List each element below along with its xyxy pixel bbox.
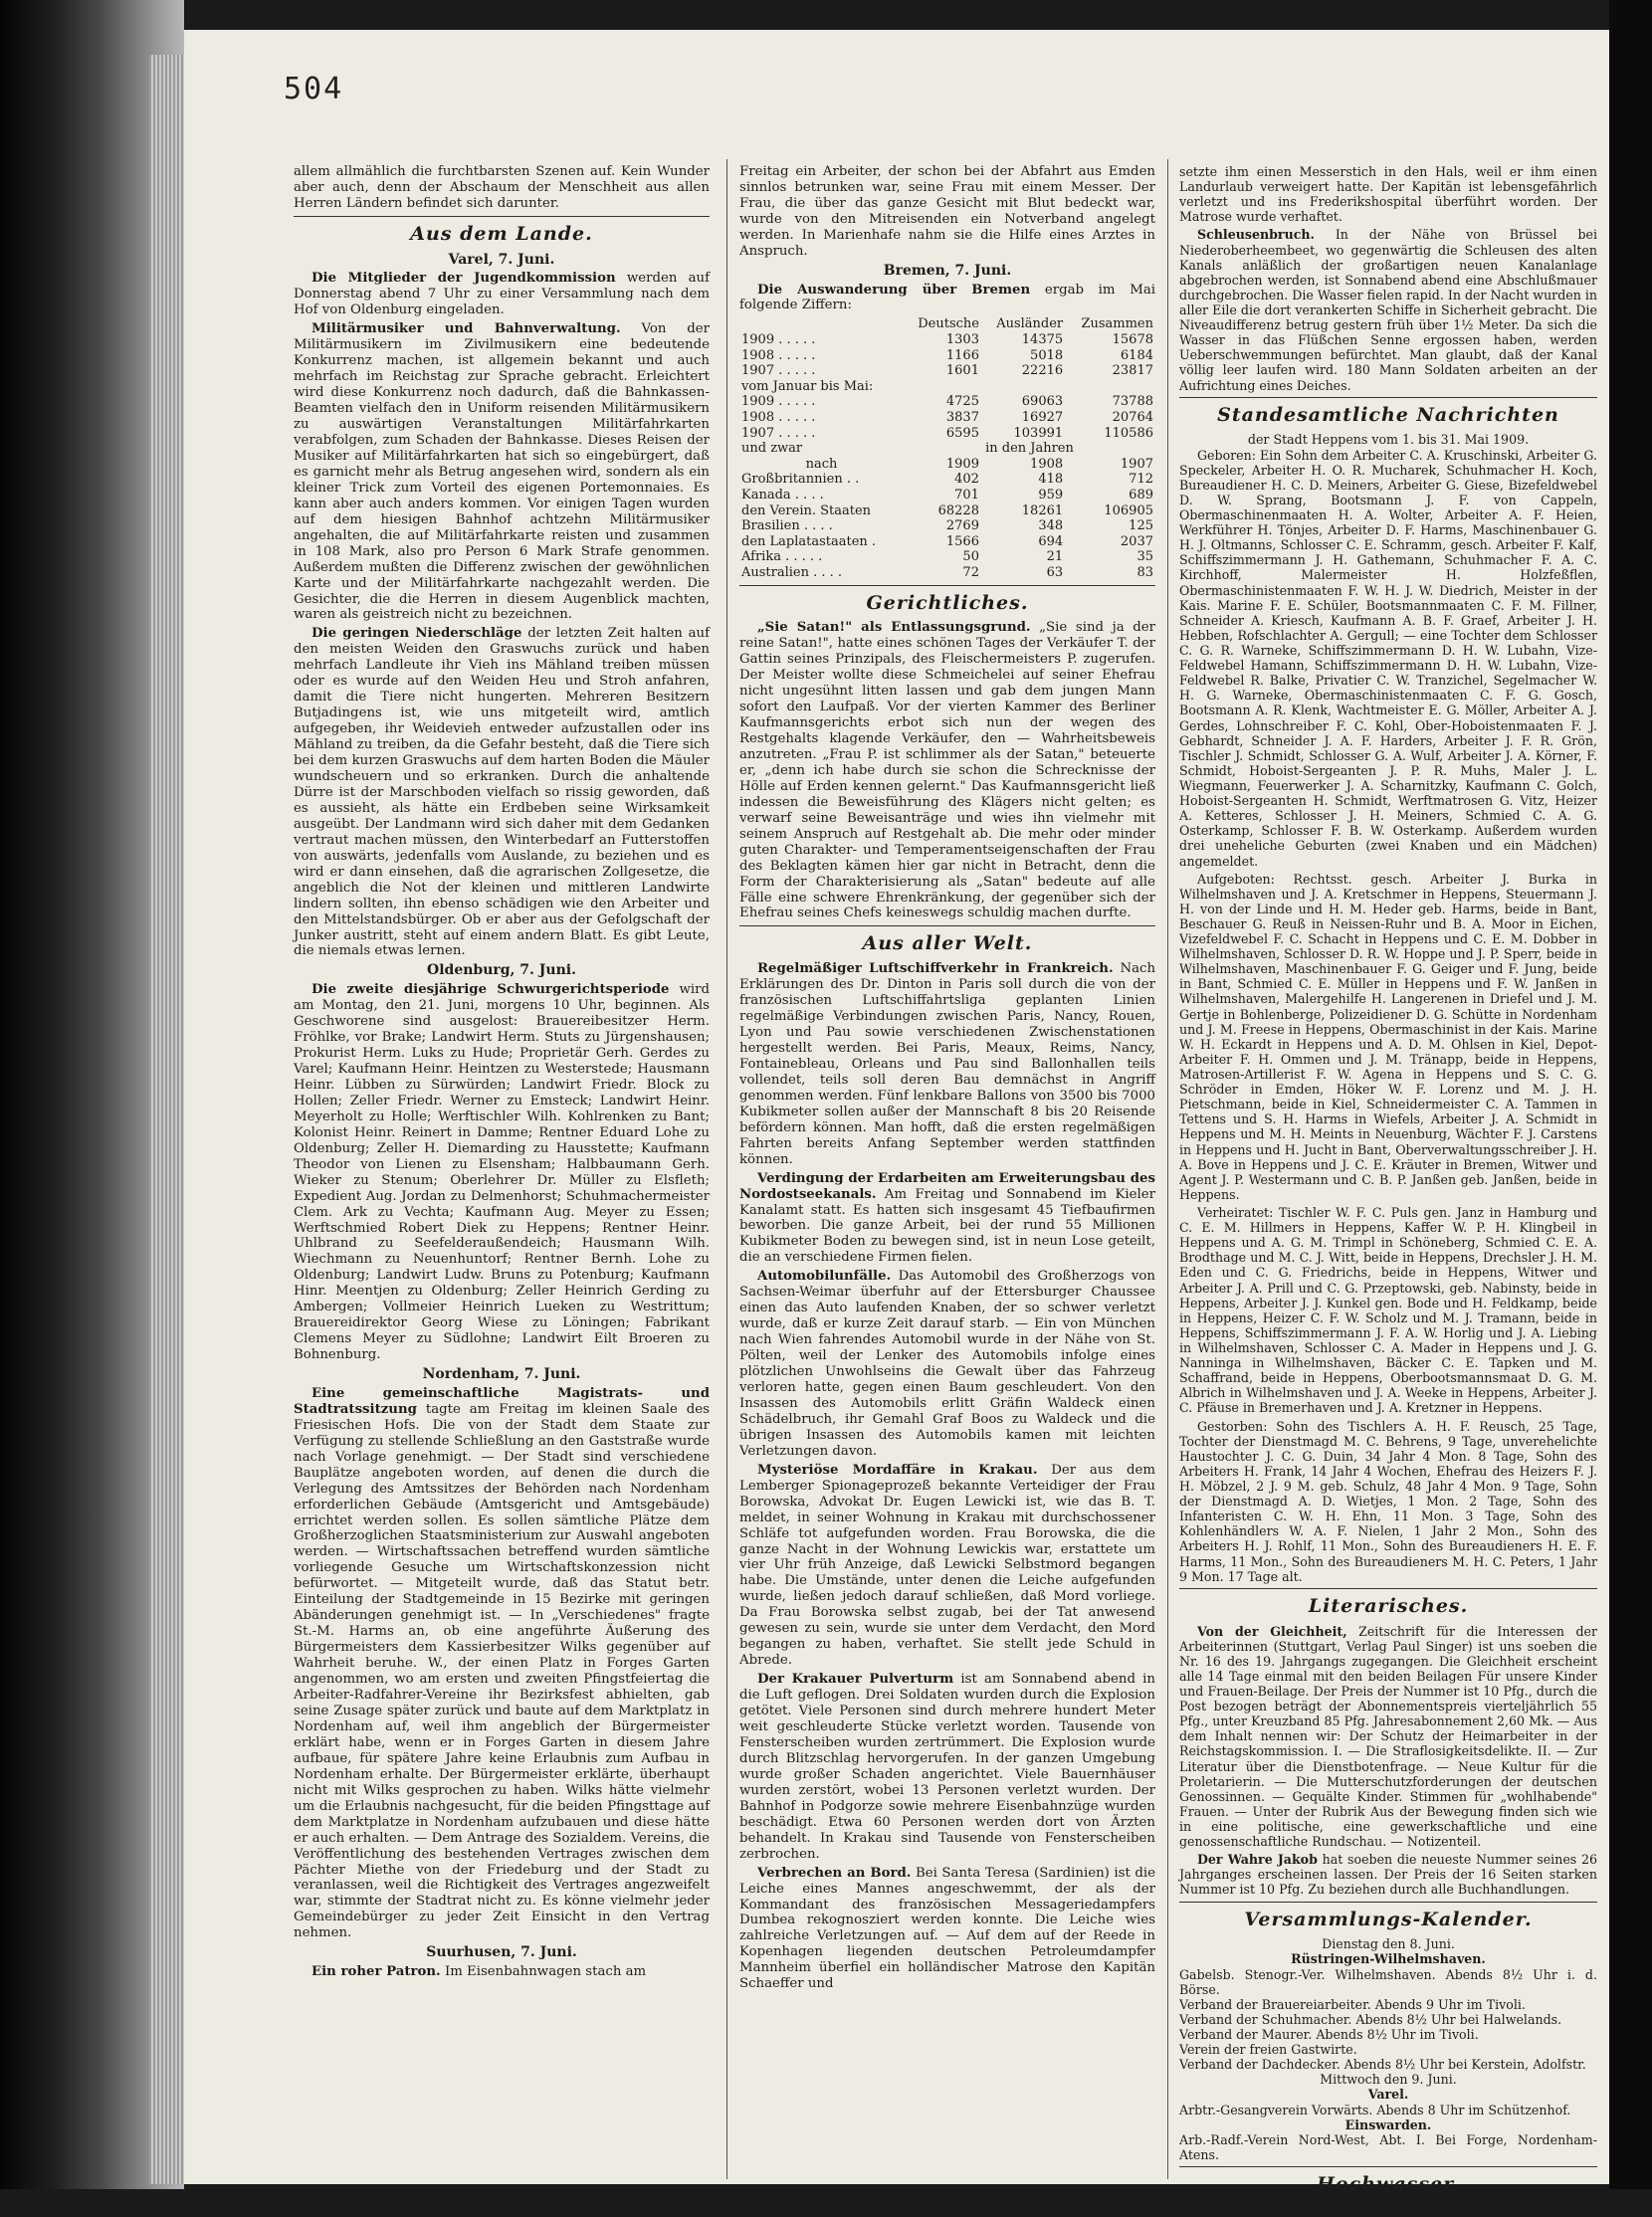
article-text: ist am Sonnabend abend in die Luft geflogen. Drei Soldaten wurden durch die Explosion getötet. Viele Personen sind durch mehrere hundert Meter weit geschleuderte Stücke verletzt worden. Tausende von Fensterscheiben wurden zertrümmert. Die Explosion wurde durch Blitzschlag hervorgerufen. In der ganzen Umgebung wurde großer Schaden angerichtet. Viele Bauernhäuser wurden zerstört, wobei 13 Personen verletzt wurden. Der Bahnhof in Podgorze sowie mehrere Eisenbahnzüge wurden beschädigt. Etwa 60 Personen werden dort von Ärzten behandelt. In Krakau sind Tausende von Fensterscheiben zerbrochen. [739,1672,1155,1862]
table-cell: 1908 . . . . . [741,409,816,425]
article-lead: Verbrechen an Bord. [757,1865,912,1881]
column-1 [294,164,710,1983]
page-number: 504 [284,72,344,106]
article-paragraph [294,271,710,318]
article-text: allem allmählich die furchtbarsten Szenen auf. Kein Wunder aber auch, denn der Abschaum der Menschheit aus allen Herren Ländern befindet sich darunter. [294,164,710,211]
table-row [739,457,1155,473]
table-cell: 6595 [945,425,979,441]
table-cell: 1909 [945,456,979,472]
table-cell: 1909 . . . . . [741,394,816,410]
article-text: werden auf Donnerstag abend 7 Uhr zu einer Versammlung nach dem Hof von Oldenburg eingeladen. [294,271,710,318]
table-cell: 1907 [1120,456,1153,472]
article-paragraph [739,620,1155,921]
table-header: Deutsche [918,316,979,332]
table-cell: 103991 [1013,425,1064,441]
table-cell: 5018 [1030,347,1064,363]
article-lead: Die Mitglieder der Jugendkommission [311,271,616,287]
table-row [739,410,1155,426]
table-row [739,363,1155,379]
table-cell: 63 [1046,564,1064,580]
table-row [739,332,1155,348]
table-cell: 3837 [945,409,979,425]
article-paragraph [294,1964,710,1980]
section-heading: Standesamtliche Nachrichten [1217,403,1559,426]
table-cell: 6184 [1120,347,1153,363]
table-cell: 110586 [1104,425,1153,441]
table-cell: 1303 [945,332,979,348]
table-cell: den Laplatastaaten . [741,533,877,549]
article-paragraph [1179,227,1597,392]
article-paragraph [294,982,710,1363]
article-text: Am Freitag und Sonnabend im Kieler Kanalamt statt. Es hatten sich insgesamt 45 Tiefbaufirmen beworben. Die ganze Arbeit, bei der rund 55 Millionen Kubikmeter Boden zu bewegen sind, ist in neun Lose geteilt, die an verschiedene Firmen fielen. [739,1186,1155,1266]
article-paragraph [739,961,1155,1167]
table-cell: Afrika . . . . . [741,549,823,565]
calendar-entry: Arbtr.-Gesangverein Vorwärts. Abends 8 Uhr im Schützenhof. [1179,2102,1571,2117]
page-edges [149,55,189,2184]
table-header: Ausländer [996,316,1064,332]
table-cell: 69063 [1021,394,1064,410]
section-heading: Literarisches. [1308,1594,1469,1617]
table-cell: 418 [1038,472,1064,488]
calendar-entry: Verband der Maurer. Abends 8½ Uhr im Tivoli. [1179,2026,1479,2042]
table-row [739,518,1155,534]
section-heading: Aus aller Welt. [862,932,1033,955]
table-cell: 1909 . . . . . [741,332,816,348]
table-row [739,394,1155,410]
registry-deaths: Gestorben: Sohn des Tischlers A. H. F. Reusch, 25 Tage, Tochter der Dienstmagd M. C. Behrens, 9 Tage, unverehelichte Haustochter J. C. G. Duin, 34 Jahr 4 Mon. 8 Tage, Sohn des Arbeiters H. Frank, 14 Jahr 4 Wochen, Ehefrau des Heizers F. J. H. Möbzel, 2 J. 9 M. geb. Schulz, 48 Jahr 4 Mon. 9 Tage, Sohn der Dienstmagd A. D. Wietjes, 1 Mon. 2 Tage, Sohn des Infanteristen C. W. H. Ehn, 11 Mon. 3 Tage, Sohn des Kohlenhändlers W. A. F. Nielen, 1 Jahr 2 Mon., Sohn des Arbeiters H. J. Rohlf, 11 Mon., Sohn des Bureaudieners H. E. F. Harms, 11 Mon., Sohn des Bureaudieners M. H. C. Peters, 1 Jahr 9 Mon. 17 Tage alt. [1179,1418,1597,1584]
article-lead: Der Krakauer Pulverturm [757,1672,954,1688]
calendar-entry: Verband der Brauereiarbeiter. Abends 9 Uhr im Tivoli. [1179,1996,1526,2012]
registry-marriages: Verheiratet: Tischler W. F. C. Puls gen. Janz in Hamburg und C. E. M. Hillmers in Heppens, Kaffer W. P. H. Klingbeil in Heppens und A. G. M. Trimpl in Schöneberg, Schmied C. E. A. Brodthage und M. C. J. Witt, beide in Heppens, Drechsler J. H. M. Eden und C. G. Friedrichs, beide in Heppens, Witwer und Arbeiter J. A. Prill und C. G. Przeptowski, geb. Nabinsty, beide in Heppens, Arbeiter J. J. Kunkel gen. Bode und H. Feldkamp, beide in Heppens, Heizer C. F. W. Scholz und M. J. Tramann, beide in Heppens, Schiffszimmermann J. F. A. W. Horlig und J. A. Liebing in Wilhelmshaven, Schlosser C. A. Mader in Heppens und J. G. Nanninga in Wilhelmshaven, Bäcker C. E. Tapken und M. Schaffrand, beide in Heppens, Oberbootsmannsmaat D. G. M. Albrich in Wilhelmshaven und J. A. Weeke in Heppens, Arbeiter J. C. Pfäuse in Bremerhaven und J. A. Kretzner in Heppens. [1179,1205,1597,1416]
calendar-place: Varel. [1367,2087,1409,2103]
article-paragraph [739,1463,1155,1669]
article-lead: Der Wahre Jakob [1197,1852,1318,1868]
table-cell: 1601 [945,363,979,379]
article-lead: Die Auswanderung über Bremen [757,282,1031,298]
dateline: Oldenburg, 7. Juni. [427,962,576,979]
table-cell: vom Januar bis Mai: [741,378,874,394]
table-row [739,565,1155,581]
table-cell: 18261 [1021,503,1064,518]
article-lead: Mysteriöse Mordaffäre in Krakau. [757,1462,1038,1478]
newspaper-page [184,30,1609,2217]
table-cell: 402 [954,472,979,488]
table-row [739,472,1155,488]
dateline: Varel, 7. Juni. [448,251,555,268]
article-text: Der aus dem Lemberger Spionageprozeß bekannte Verteidiger der Frau Borowska, Advokat Dr. Eugen Lewicki ist, wie das B. T. meldet, in seiner Wohnung in Krakau mit durchschossener Schläfe tot aufgefunden worden. Frau Borowska, die die ganze Nacht in der Wohnung Lewickis war, erstattete um vier Uhr früh Anzeige, daß Lewicki Selbstmord begangen habe. Die Umstände, unter denen die Leiche aufgefunden wurde, ließen jedoch darauf schließen, daß Mord vorliege. Da Frau Borowska selbst zugab, bei der Tat anwesend gewesen zu sein, wurde sie unter dem Verdacht, den Mord begangen zu haben, verhaftet. Sie stellt jede Schuld in Abrede. [739,1462,1155,1669]
table-header: Zusammen [1081,316,1153,332]
calendar-entry: Gabelsb. Stenogr.-Ver. Wilhelmshaven. Abends 8½ Uhr i. d. Börse. [1179,1966,1597,1997]
article-lead: Die geringen Niederschläge [311,626,522,642]
table-cell: und zwar [741,441,803,457]
article-lead: Militärmusiker und Bahnverwaltung. [311,321,621,337]
article-text: Bei Santa Teresa (Sardinien) ist die Leiche eines Mannes angeschwemmt, der als der Kommandant des französischen Messageriedampfers Dumbea rekognosziert werden konnte. Die Leiche wies zahlreiche Verletzungen auf. — Auf dem auf der Reede in Kopenhagen liegenden deutschen Petroleumdampfer Mannheim überfiel ein holländischer Matrose den Kapitän Schaeffer und [739,1865,1155,1992]
calendar-place: Einswarden. [1344,2116,1432,2132]
table-row [739,426,1155,442]
article-paragraph [1179,1624,1597,1850]
table-cell: 1908 [1030,456,1064,472]
table-cell: 694 [1038,533,1064,549]
table-cell: 701 [954,487,979,503]
article-paragraph [739,1672,1155,1862]
table-cell: nach [805,456,838,472]
dateline: Nordenham, 7. Juni. [422,1366,581,1383]
article-paragraph [739,283,1155,314]
table-cell: 106905 [1104,503,1153,518]
section-heading: Gerichtliches. [866,591,1029,614]
dateline: Suurhusen, 7. Juni. [426,1944,577,1961]
table-cell: 1907 . . . . . [741,425,816,441]
divider [1179,397,1597,398]
table-header [739,316,904,332]
article-text: setzte ihm einen Messerstich in den Hals, weil er ihm einen Landurlaub verweigert hatte. Der Kapitän ist lebensgefährlich verletzt und ins Frederikshospital überführt worden. Der Matrose wurde verhaftet. [1179,164,1597,225]
table-row [739,441,1155,457]
table-cell: 4725 [945,394,979,410]
article-text: ergab im Mai folgende Ziffern: [739,282,1155,313]
divider [1179,1588,1597,1589]
calendar-entry: Verband der Dachdecker. Abends 8½ Uhr bei Kerstein, Adolfstr. [1179,2057,1586,2073]
table-cell: 72 [962,564,979,580]
article-lead: Verdingung der Erdarbeiten am Erweiterungsbau des Nordostseekanals. [739,1170,1155,1202]
table-cell: den Verein. Staaten [741,503,872,518]
scan-border [1609,0,1652,2189]
article-text: Freitag ein Arbeiter, der schon bei der Abfahrt aus Emden sinnlos betrunken war, seine Frau mit einem Messer. Der Frau, die über das ganze Gesicht mit Blut bedeckt war, wurde von den Mitreisenden ein Notverband angelegt werden. In Marienhafe nahm sie die Hilfe eines Arztes in Anspruch. [739,164,1155,259]
calendar-entry: Verband der Schuhmacher. Abends 8½ Uhr bei Halwelands. [1179,2011,1562,2027]
table-cell: 35 [1136,549,1153,565]
article-text: Von der Militärmusikern im Zivilmusikern eine bedeutende Konkurrenz machen, ist allgemein bekannt und auch mehrfach im Reichstag zur Sprache gebracht. Erleichtert wird diese Konkurrenz noch dadurch, daß die Bahnkassen-Beamten vielfach den in Uniform reisenden Militärmusikern zu auswärtigen Veranstaltungen Militärfahrkarten verabfolgen, zum Schaden der Bahnkasse. Dieses Reisen der Musiker auf Militärfahrkarten hat sich so eingebürgert, daß es garnicht mehr als Betrug angesehen wird, sondern als ein kleiner Trick zum Vorteil des eigenen Portemonnaies. Es kann aber auch anders kommen. Vor einigen Tagen wurden auf dem hiesigen Bahnhof achtzehn Militärmusiker angehalten, die auf Militärfahrkarte reisten und zusammen in 108 Mark, also pro Person 6 Mark Strafe genommen. Außerdem mußten die Differenz zwischen der gewöhnlichen Karte und der Militärfahrkarte nachgezahlt werden. Die Gesichter, die die Herren in diesem Augenblick machten, waren als geistreich nicht zu bezeichnen. [294,321,710,623]
calendar-place: Rüstringen-Wilhelmshaven. [1291,1951,1486,1967]
table-cell: Australien . . . . [741,564,843,580]
article-paragraph [294,1386,710,1941]
table-cell: Kanada . . . . [741,487,824,503]
table-cell: 1566 [945,533,979,549]
article-text: tagte am Freitag im kleinen Saale des Friesischen Hofs. Die von der Stadt dem Staate zur Verfügung zu stellende Schließlung an den Gaststraße wurde nach Vorlage genehmigt. — Der Stadt sind verschiedene Bauplätze angeboten worden, auf denen die durch die Verlegung des Amtssitzes der Behörden nach Nordenham erforderlichen Gebäude (Amtsgericht und Amtsgebäude) errichtet werden sollen. Es sollen sämtliche Plätze dem Großherzoglichen Staatsministerium zur Auswahl angeboten werden. — Wirtschaftssachen betreffend wurden sämtliche vorliegende Gesuche um Wirtschaftskonzession nicht befürwortet. — Mitgeteilt wurde, daß das Statut betr. Einteilung der Stadtgemeinde in 15 Bezirke mit geringen Abänderungen genehmigt ist. — In „Verschiedenes" fragte St.-M. Harms an, ob eine angeführte Äußerung des Bürgermeisters dem Kassierbesitzer Wilks gegenüber auf Wahrheit beruhe. W., der einen Platz in Forges Garten angenommen, wo am ersten und zweiten Pfingstfeiertag die Arbeiter-Radfahrer-Vereine ihr Bezirksfest abhielten, gab seine Zusage später zurück und baute auf dem Marktplatz in Nordenham auf, weil ihm angeblich der Bürgermeister erklärt habe, wenn er in Forges Garten in diesem Jahre aufbaue, für spätere Jahre keine Erlaubnis zum Aufbau in Nordenham erhalte. Der Bürgermeister erklärte, überhaupt nicht mit Wilks gesprochen zu haben. Wilks hätte vielmehr um die Erlaubnis nachgesucht, für die beiden Pfingsttage auf dem Marktplatze in Nordenham aufzubauen und diese hätte er auch erhalten. — Dem Antrage des Sozialdem. Vereins, die Veröffentlichung des bestehenden Vertrages zwischen dem Pächter Miethe von der Friedeburg und der Stadt zu veranlassen, weil die Richtigkeit des Vertrages angezweifelt war, stimmte der Stadtrat nicht zu. Es könne vielmehr jeder Gemeindebürger zu jeder Zeit Einsicht in den Vertrag nehmen. [294,1401,710,1941]
article-text: Zeitschrift für die Interessen der Arbeiterinnen (Stuttgart, Verlag Paul Singer) ist uns soeben die Nr. 16 des 19. Jahrgangs zugegangen. Die Gleichheit erscheint alle 14 Tage einmal mit den beiden Beilagen Für unsere Kinder und Frauen-Beilage. Der Preis der Nummer ist 10 Pfg., durch die Post bezogen beträgt der Abonnementspreis vierteljährlich 55 Pfg., unter Kreuzband 85 Pfg. Jahresabonnement 2,60 Mk. — Aus dem Inhalt nennen wir: Der Schutz der Heimarbeiter in der Reichstagskommission. I. — Die Straflosigkeitsdelikte. II. — Zur Literatur über die Dienstbotenfrage. — Neue Kultur für die Proletarierin. — Die Mutterschutzforderungen der deutschen Genossinnen. — Gequälte Kinder. Stimmen für „wohlhabende" Frauen. — Unter der Rubrik Aus der Bewegung finden sich wie in eine politische, eine gewerkschaftliche und eine genossenschaftliche Rundschau. — Notizenteil. [1179,1623,1597,1850]
article-text: Im Eisenbahnwagen stach am [444,1964,647,1980]
article-text: wird am Montag, den 21. Juni, morgens 10 Uhr, beginnen. Als Geschworene sind ausgelost: Brauereibesitzer Herm. Fröhlke, vor Brake; Landwirt Herm. Stuts zu Jürgenshausen; Prokurist Herm. Luks zu Hude; Proprietär Gerh. Gerdes zu Varel; Kaufmann Heinr. Heintzen zu Westerstede; Hausmann Heinr. Lübben zu Sürwürden; Landwirt Friedr. Block zu Hollen; Zeller Friedr. Werner zu Emsteck; Landwirt Heinr. Meyerholt zu Holle; Werftischler Wilh. Kohlrenken zu Bant; Kolonist Heinr. Reinert in Damme; Rentner Eduard Lohe zu Oldenburg; Zeller H. Diemarding zu Hausstette; Kaufmann Theodor von Lienen zu Elsensham; Halbbaumann Gerh. Wieker zu Stenum; Oberlehrer Dr. Müller zu Elsfleth; Expedient Aug. Jordan zu Delmenhorst; Schuhmachermeister Clem. Ark zu Vechta; Kaufmann Aug. Meyer zu Essen; Werftschmied Robert Diek zu Heppens; Rentner Heinr. Uhlbrand zu Seefelderaußendeich; Hausmann Wilh. Wiechmann zu Neuenhuntorf; Rentner Bernh. Lohe zu Oldenburg; Landwirt Ludw. Bruns zu Potenburg; Kaufmann Hinr. Meentjen zu Oldenburg; Zeller Heinrich Gerding zu Ambergen; Vollmeier Heinrich Lueken zu Westrittum; Brauereidirektor Georg Wiese zu Löningen; Fabrikant Clemens Meyer zu Südlohne; Landwirt Eilt Broeren zu Bohnenburg. [294,982,710,1363]
calendar-date: Mittwoch den 9. Juni. [1320,2072,1457,2088]
table-row [739,504,1155,519]
table-cell: in den Jahren [985,441,1074,457]
article-paragraph [294,626,710,959]
divider [294,216,710,217]
table-cell: 712 [1129,472,1153,488]
table-cell: 959 [1038,487,1064,503]
table-cell: 348 [1038,518,1064,534]
table-row [739,534,1155,550]
article-lead: Regelmäßiger Luftschiffverkehr in Frankreich. [757,961,1114,977]
registry-births: Geboren: Ein Sohn dem Arbeiter C. A. Kruschinski, Arbeiter G. Speckeler, Arbeiter H. O. R. Mucharek, Schuhmacher H. Koch, Bureaudiener H. C. D. Meiners, Arbeiter G. Giese, Bizefeldwebel D. W. Sprang, Bootsmann J. F. von Cappeln, Obermaschinenmaaten H. A. Wolter, Arbeiter A. F. Heien, Werkführer H. Tönjes, Arbeiter D. F. Harms, Maschinenbauer G. H. J. Oltmanns, Schlosser C. E. Schramm, gesch. Arbeiter F. Kalf, Schiffszimmermann J. H. Gathemann, Schuhmacher F. A. C. Kirchhoff, Malermeister H. Holzfeßflen, Obermaschinistenmaaten F. W. H. J. W. Diedrich, Meister in der Kais. Marine F. E. Schüler, Bootsmannmaaten C. F. M. Fillner, Schneider A. Kriesch, Kaufmann A. B. F. Graef, Arbeiter J. H. Hebben, Rofschlachter A. Gergull; — eine Tochter dem Schlosser C. G. R. Warneke, Schiffszimmermann D. H. W. Lubahn, Vize-Feldwebel Hamann, Schiffszimmermann D. H. W. Lubahn, Vize-Feldwebel R. Balke, Privatier C. W. Tranzichel, Segelmacher W. H. G. Warneke, Obermaschinistenmaaten C. F. G. Gosch, Bootsmann A. R. Klenk, Wachtmeister E. G. Möller, Arbeiter A. J. Gerdes, Lohnschreiber F. C. Kohl, Ober-Hoboistenmaaten F. J. Gebhardt, Schneider J. A. F. Harders, Arbeiter J. F. R. Grön, Tischler J. Schmidt, Schlosser G. A. Wulf, Arbeiter J. A. Körner, F. Schmidt, Hoboist-Sergeanten J. P. R. Muhs, Maler J. L. Wiegmann, Feuerwerker J. A. Scharnitzky, Kaufmann C. Golch, Hoboist-Sergeanten H. Schmidt, Werftmatrosen G. Vitz, Heizer A. Ketteres, Schlosser J. H. Meiners, Schmied C. A. G. Osterkamp, Schlosser F. B. W. Osterkamp. Außerdem wurden drei uneheliche Geburten (zwei Knaben und ein Mädchen) angemeldet. [1179,447,1597,869]
table-cell: 20764 [1112,409,1153,425]
calendar-date: Dienstag den 8. Juni. [1322,1936,1455,1952]
dateline: Bremen, 7. Juni. [883,262,1012,279]
column-rule [726,159,727,2179]
table-cell: 68228 [937,503,979,518]
tide-times: Dienstag, 8. Juni: vormittags 3.57, nachmittags 4.09 [1203,2201,1573,2217]
divider [739,585,1155,586]
article-lead: Automobilunfälle. [757,1269,892,1285]
table-row [739,348,1155,364]
column-3 [1179,164,1597,2217]
article-lead: Eine gemeinschaftliche Magistrats- und Stadtratssitzung [294,1385,710,1417]
table-cell: 689 [1129,487,1153,503]
table-row [739,379,1155,395]
article-lead: „Sie Satan!" als Entlassungsgrund. [757,620,1031,636]
table-cell: Brasilien . . . . [741,518,833,534]
article-paragraph [294,321,710,623]
table-cell: 1908 . . . . . [741,347,816,363]
table-cell: 14375 [1021,332,1064,348]
table-cell: 2769 [945,518,979,534]
meeting-calendar [1179,1936,1597,2162]
table-cell: 125 [1129,518,1153,534]
section-heading: Versammlungs-Kalender. [1244,1908,1533,1930]
article-paragraph [739,1171,1155,1267]
divider [1179,1902,1597,1903]
divider [1179,2166,1597,2167]
calendar-entry: Verein der freien Gastwirte. [1179,2042,1357,2058]
table-cell: 1166 [945,347,979,363]
article-text: In der Nähe von Brüssel bei Niederoberheembeet, wo gegenwärtig die Schleusen des alten Kanals anläßlich der großartigen neuen Kanalanlage abgebrochen werden, ist Sonnabend abend eine Abschlußmauer durchgebrochen. Die Wasser fielen rapid. In der Nacht wurden in aller Eile die dort verankerten Schiffe in Sicherheit gebracht. Die Niveaudifferenz betrug gestern früh über 1½ Meter. Da sich die Wasser in das Flüßchen Senne ergossen haben, werden Ueberschwemmungen befürchtet. Man glaubt, daß der Kanal völlig leer laufen wird. 180 Mann Soldaten arbeiten an der Aufrichtung eines Deiches. [1179,227,1597,393]
article-paragraph [739,1269,1155,1459]
table-row [739,488,1155,504]
article-text: hat soeben die neueste Nummer seines 26 Jahrganges erscheinen lassen. Der Preis der 16 Seiten starken Nummer ist 10 Pfg. Zu beziehen durch alle Buchhandlungen. [1179,1852,1597,1898]
registry-banns: Aufgeboten: Rechtsst. gesch. Arbeiter J. Burka in Wilhelmshaven und J. A. Kretschmer in Heppens, Steuermann J. H. von der Linde und H. M. Heder geb. Harms, beide in Bant, Beschauer G. Reuß in Neissen-Ruhr und B. A. Moor in Eichen, Vizefeldwebel F. C. Schacht in Heppens und C. E. M. Dobber in Wilhelmshaven, Schlosser D. R. W. Hoppe und J. P. Sperr, beide in Wilhelmshaven, Maschinenbauer F. G. Geiger und F. Jung, beide in Bant, Schmied C. E. Müller in Heppens und F. W. Janßen in Wilhelmshaven, Malergehilfe H. Langerenen in Driefel und J. M. Gertje in Bohlenberge, Polizeidiener D. G. Schütte in Nordenham und J. M. Freese in Heppens, Obermaschinist in der Kais. Marine W. H. Eckardt in Heppens und A. D. M. Ohlsen in Kiel, Depot-Arbeiter F. H. Ommen und J. M. Tränapp, beide in Heppens, Matrosen-Artillerist F. W. Agena in Heppens und S. C. G. Schröder in Emden, Höker W. F. Lorenz und M. J. H. Pietschmann, beide in Kiel, Schneidermeister C. A. Tammen in Tettens und S. H. Harms in Wiefels, Arbeiter J. A. Schmidt in Heppens und M. H. Meints in Neuenburg, Wächter F. J. Carstens in Heppens und H. Jucht in Bant, Oberverwaltungsschreiber J. H. A. Bove in Heppens und J. C. E. Kräuter in Bremen, Witwer und Agent J. P. Westermann und C. B. P. Janßen geb. Janßen, beide in Heppens. [1179,871,1597,1202]
table-cell: 21 [1046,549,1064,565]
table-cell: 2037 [1120,533,1153,549]
section-subheading: der Stadt Heppens vom 1. bis 31. Mai 1909. [1247,432,1530,448]
table-header-row [739,316,1155,332]
article-lead: Ein roher Patron. [311,1964,441,1980]
article-lead: Von der Gleichheit, [1197,1623,1347,1639]
article-paragraph [739,1866,1155,1993]
table-cell: 15678 [1112,332,1153,348]
calendar-entry: Arb.-Radf.-Verein Nord-West, Abt. I. Bei Forge, Nordenham-Atens. [1179,2131,1597,2162]
table-row [739,549,1155,565]
article-text: Das Automobil des Großherzogs von Sachsen-Weimar überfuhr auf der Ettersburger Chaussee einen das Auto laufenden Knaben, der so schwer verletzt wurde, daß er kurze Zeit darauf starb. — Ein von München nach Wien fahrendes Automobil wurde in der Nähe von St. Pölten, weil der Lenker des Automobils infolge eines plötzlichen Unwohlseins die Gewalt über das Fahrzeug verloren hatte, gegen einen Baum geschleudert. Von den Insassen des Automobils erlitt Gräfin Waldeck einen Schädelbruch, ihr Gemahl Graf Boos zu Waldeck und die übrigen Insassen des Automobils kamen mit leichten Verletzungen davon. [739,1269,1155,1459]
table-cell: 23817 [1112,363,1153,379]
section-heading: Aus dem Lande. [410,222,593,245]
table-cell: 73788 [1112,394,1153,410]
table-cell: 22216 [1021,363,1064,379]
column-2 [739,164,1155,1995]
section-heading: Hochwasser. [1316,2172,1461,2195]
divider [739,925,1155,926]
table-cell: 50 [962,549,979,565]
table-cell: 83 [1136,564,1153,580]
table-cell: 1907 . . . . . [741,363,816,379]
article-paragraph [1179,1852,1597,1897]
table-cell: Großbritannien . . [741,472,860,488]
article-text: „Sie sind ja der reine Satan!", hatte eines schönen Tages der Verkäufer T. der Gattin seines Prinzipals, des Fleischermeisters P. zugerufen. Der Meister wollte diese Schmeichelei auf seiner Ehefrau nicht ungesühnt litten lassen und gab dem jungen Mann sofort den Laufpaß. Vor der vierten Kammer des Berliner Kaufmannsgerichts erbot sich nun der wegen des Restgehalts klagende Verkäufer, den — Wahrheitsbeweis anzutreten. „Frau P. ist schlimmer als der Satan," beteuerte er, „denn ich habe durch sie schon die Schrecknisse der Hölle auf Erden kennen gelernt." Das Kaufmannsgericht ließ indessen die Beweisführung des Klägers nicht gelten; es verwarf seine Beweisanträge und wies ihn vielmehr mit seinem Anspruch auf Restgehalt ab. Die mehr oder minder guten Charakter- und Temperamentseigenschaften der Frau des Beklagten kämen hier gar nicht in Betracht, denn die Form der Charakterisierung als „Satan" bedeute auf alle Fälle eine schwere Ehrenkränkung, der gegenüber sich der Ehefrau seines Chefs keineswegs schuldig machen durfte. [739,620,1155,921]
column-rule [1167,159,1168,2179]
article-lead: Schleusenbruch. [1197,227,1315,243]
table-cell: 16927 [1021,409,1064,425]
article-text: der letzten Zeit halten auf den meisten Weiden den Graswuchs zurück und haben mehrfach Landleute ihr Vieh ins Mähland treiben müssen oder es wurde auf den Weiden Heu und Stroh anfahren, damit die Tiere nicht hungerten. Mehreren Besitzern Butjadingens ist, wie uns mitgeteilt wird, amtlich aufgegeben, ihr Weidevieh entweder aufzustallen oder ins Mähland zu treiben, da die Gefahr besteht, daß die Tiere sich bei dem kurzen Graswuchs auf dem harten Boden die Mäuler wundscheuern und so erkranken. Durch die anhaltende Dürre ist der Marschboden vielfach so rissig geworden, daß es aussieht, als hätte ein Erdbeben seine Wirksamkeit ausgeübt. Der Landmann wird sich daher mit dem Gedanken vertraut machen müssen, den Winterbedarf an Futterstoffen von auswärts, jedenfalls vom Auslande, zu beziehen und es wird er dann einsehen, daß die agrarischen Zollgesetze, die angeblich die Not der kleinen und mittleren Landwirte lindern sollten, ihn ebenso schädigen wie den Arbeiter und den Mittelstandsbürger. Ob er aber aus der Gefolgschaft der Junker austritt, steht auf einem andern Blatt. Es gibt Leute, die niemals etwas lernen. [294,626,711,959]
emigration-table [739,316,1155,580]
article-text: Nach Erklärungen des Dr. Dinton in Paris soll durch die von der französischen Luftschiffahrtsliga geplanten Linien regelmäßige Verbindungen zwischen Paris, Nancy, Rouen, Lyon und Pau sowie verschiedenen Zwischenstationen hergestellt werden. Bei Paris, Meaux, Reims, Nancy, Fontainebleau, Orleans und Pau sind Ballonhallen teils vollendet, teils soll deren Bau demnächst in Angriff genommen werden. Fünf lenkbare Ballons von 3500 bis 7000 Kubikmeter sollen außer der Mannschaft 8 bis 20 Reisende befördern können. Man hofft, daß die ersten regelmäßigen Fahrten bereits Anfang September werden stattfinden können. [739,961,1156,1167]
article-lead: Die zweite diesjährige Schwurgerichtsperiode [311,982,670,998]
